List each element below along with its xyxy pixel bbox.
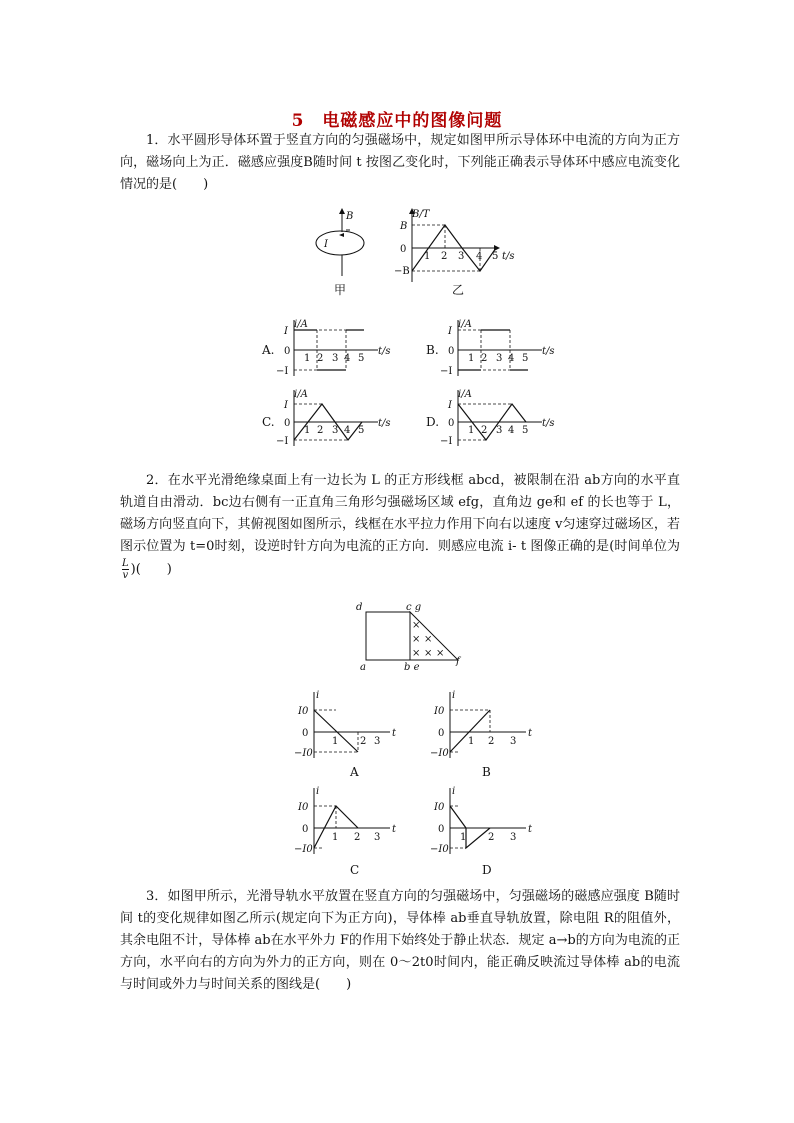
- svg-text:I0: I0: [434, 802, 445, 813]
- svg-text:4: 4: [476, 251, 483, 262]
- svg-text:f: f: [456, 656, 460, 667]
- svg-text:i/A: i/A: [294, 319, 308, 330]
- svg-text:0: 0: [438, 728, 445, 739]
- svg-text:×: ×: [412, 634, 421, 645]
- q1-figure-jia: [310, 206, 380, 298]
- svg-text:D.: D.: [426, 415, 440, 429]
- svg-text:1: 1: [460, 832, 467, 843]
- svg-text:t/s: t/s: [542, 418, 555, 429]
- svg-text:5: 5: [358, 425, 365, 436]
- svg-text:A: A: [350, 765, 359, 779]
- svg-text:1: 1: [332, 832, 339, 843]
- svg-text:0: 0: [448, 346, 455, 357]
- svg-text:b e: b e: [404, 662, 420, 673]
- svg-text:×: ×: [424, 634, 433, 645]
- svg-text:0: 0: [302, 824, 309, 835]
- svg-text:×: ×: [436, 648, 445, 659]
- svg-text:I0: I0: [298, 802, 309, 813]
- caption-jia: 甲: [334, 283, 347, 297]
- q1-option-d[interactable]: [426, 386, 566, 450]
- svg-text:−I: −I: [276, 366, 289, 377]
- svg-text:0: 0: [302, 728, 309, 739]
- svg-text:3: 3: [374, 832, 381, 843]
- svg-text:5: 5: [358, 353, 365, 364]
- svg-text:2: 2: [317, 353, 324, 364]
- svg-text:I0: I0: [434, 706, 445, 717]
- svg-text:3: 3: [332, 425, 339, 436]
- svg-text:2: 2: [441, 251, 448, 262]
- svg-text:c g: c g: [406, 602, 422, 613]
- svg-text:−I: −I: [276, 436, 289, 447]
- svg-text:I: I: [448, 400, 452, 411]
- q1-option-a[interactable]: [262, 316, 402, 380]
- svg-text:3: 3: [510, 736, 517, 747]
- svg-text:×: ×: [424, 648, 433, 659]
- q2-option-d[interactable]: [430, 784, 540, 880]
- svg-text:B: B: [482, 765, 491, 779]
- svg-text:−I0: −I0: [430, 844, 449, 855]
- svg-text:2: 2: [488, 832, 495, 843]
- svg-text:−B: −B: [394, 266, 410, 277]
- svg-text:3: 3: [496, 353, 503, 364]
- svg-text:4: 4: [344, 425, 351, 436]
- svg-text:−I0: −I0: [294, 844, 313, 855]
- svg-text:2: 2: [488, 736, 495, 747]
- svg-text:i: i: [316, 786, 320, 797]
- svg-text:3: 3: [458, 251, 465, 262]
- svg-text:t: t: [528, 728, 533, 739]
- svg-text:−I: −I: [440, 366, 453, 377]
- svg-text:4: 4: [508, 425, 515, 436]
- svg-text:1: 1: [304, 425, 311, 436]
- svg-text:t: t: [528, 824, 533, 835]
- svg-text:i: i: [316, 690, 320, 701]
- page-title: 5 电磁感应中的图像问题: [291, 111, 503, 131]
- q2-loop-figure: [354, 600, 474, 672]
- svg-text:C: C: [350, 863, 360, 877]
- svg-text:t/s: t/s: [542, 346, 555, 357]
- svg-text:1: 1: [304, 353, 311, 364]
- svg-text:d: d: [356, 602, 363, 613]
- svg-text:I: I: [284, 326, 288, 337]
- svg-text:3: 3: [332, 353, 339, 364]
- svg-text:t/s: t/s: [378, 418, 391, 429]
- svg-text:−I0: −I0: [294, 748, 313, 759]
- svg-text:3: 3: [510, 832, 517, 843]
- svg-text:4: 4: [508, 353, 515, 364]
- question-2-text: 2．在水平光滑绝缘桌面上有一边长为 L 的正方形线框 abcd，被限制在沿 ab方向的水平直轨道自由滑动．bc边右侧有一正直角三角形匀强磁场区域 efg，直角边 ge和 ef 的长也等于 L，磁场方向竖直向下，其俯视图如图所示，线框在水平拉力作用下向右以速度 v匀速穿过磁场区，若图示位置为 t=0时刻，设逆时针方向为电流的正方向．则感应电流 i- t 图像正确的是(时间单位为 $\frac{L}{v}$ )( ): [120, 473, 680, 581]
- svg-text:i/A: i/A: [458, 389, 472, 400]
- svg-text:5: 5: [522, 353, 529, 364]
- svg-text:2: 2: [360, 736, 367, 747]
- svg-text:i: i: [452, 786, 456, 797]
- svg-text:1: 1: [468, 425, 475, 436]
- svg-text:−I0: −I0: [430, 748, 449, 759]
- svg-text:×: ×: [412, 648, 421, 659]
- q2-option-c[interactable]: [294, 784, 404, 880]
- question-3-text: 3．如图甲所示，光滑导轨水平放置在竖直方向的匀强磁场中，匀强磁场的磁感应强度 B随时间 t的变化规律如图乙所示(规定向下为正方向)，导体棒 ab垂直导轨放置，除电阻 R的阻值外，其余电阻不计，导体棒 ab在水平外力 F的作用下始终处于静止状态．规定 a→b的方向为电流的正方向，水平向右的方向为外力的正方向，则在 0～2t0时间内，能正确反映流过导体棒 ab的电流与时间或外力与时间关系的图线是( ): [120, 889, 680, 992]
- svg-text:t/s: t/s: [378, 346, 391, 357]
- svg-text:t: t: [392, 728, 397, 739]
- q1-option-b[interactable]: [426, 316, 566, 380]
- svg-text:1: 1: [424, 251, 431, 262]
- svg-text:5: 5: [492, 251, 499, 262]
- svg-text:B/T: B/T: [412, 209, 430, 220]
- svg-text:0: 0: [284, 418, 291, 429]
- svg-text:0: 0: [284, 346, 291, 357]
- svg-text:t/s: t/s: [502, 251, 515, 262]
- svg-text:3: 3: [496, 425, 503, 436]
- svg-text:0: 0: [438, 824, 445, 835]
- caption-yi: 乙: [452, 283, 465, 297]
- question-1-text: 1．水平圆形导体环置于竖直方向的匀强磁场中，规定如图甲所示导体环中电流的方向为正方向，磁场向上为正．磁感应强度B随时间 t 按图乙变化时，下列能正确表示导体环中感应电流变化情况的是( ): [120, 133, 680, 192]
- svg-text:5: 5: [522, 425, 529, 436]
- svg-text:3: 3: [374, 736, 381, 747]
- q2-option-a[interactable]: [294, 688, 404, 780]
- svg-text:C.: C.: [262, 415, 275, 429]
- svg-text:i/A: i/A: [294, 389, 308, 400]
- svg-text:i: i: [452, 690, 456, 701]
- svg-text:D: D: [482, 863, 492, 877]
- svg-text:I0: I0: [298, 706, 309, 717]
- svg-text:×: ×: [412, 620, 421, 631]
- svg-text:1: 1: [468, 353, 475, 364]
- svg-text:I: I: [448, 326, 452, 337]
- svg-text:i/A: i/A: [458, 319, 472, 330]
- svg-text:1: 1: [468, 736, 475, 747]
- svg-text:0: 0: [448, 418, 455, 429]
- svg-text:t: t: [392, 824, 397, 835]
- current-label: I: [324, 239, 328, 250]
- svg-text:I: I: [284, 400, 288, 411]
- svg-text:1: 1: [332, 736, 339, 747]
- q2-option-b[interactable]: [430, 688, 540, 780]
- svg-text:a: a: [360, 662, 366, 673]
- svg-text:B.: B.: [426, 343, 439, 357]
- svg-text:2: 2: [481, 425, 488, 436]
- svg-text:2: 2: [481, 353, 488, 364]
- svg-text:2: 2: [317, 425, 324, 436]
- svg-text:4: 4: [344, 353, 351, 364]
- svg-text:2: 2: [354, 832, 361, 843]
- b-field-label: B: [346, 211, 354, 222]
- svg-text:A.: A.: [262, 343, 275, 357]
- q1-figure-yi: [392, 206, 522, 298]
- svg-text:B: B: [400, 221, 408, 232]
- svg-text:−I: −I: [440, 436, 453, 447]
- svg-text:0: 0: [400, 244, 407, 255]
- q1-option-c[interactable]: [262, 386, 402, 450]
